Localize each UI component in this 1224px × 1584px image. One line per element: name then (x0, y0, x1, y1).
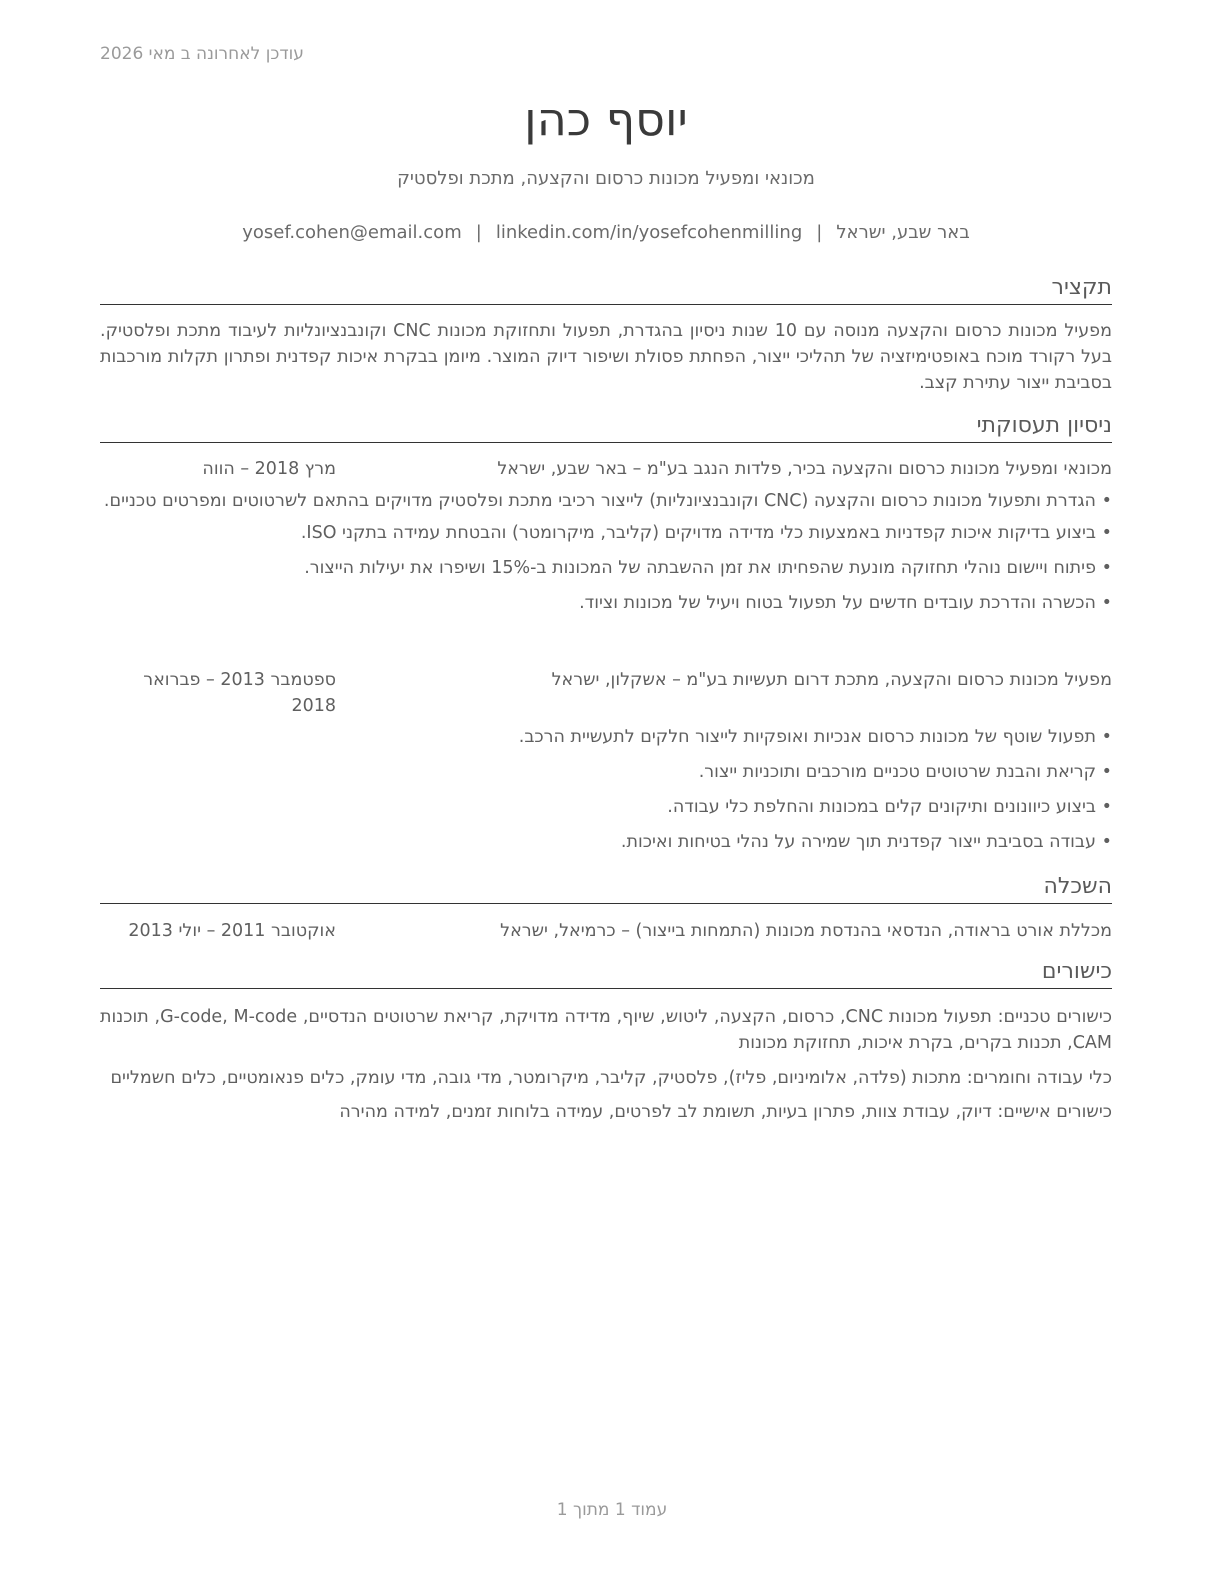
list-item: • ביצוע בדיקות איכות קפדניות באמצעות כלי מדידה מדויקים (קליבר, מיקרומטר) והבטחת עמידה בתקני ISO. (100, 520, 1112, 546)
last-updated: עודכן לאחרונה ב מאי 2026 (100, 44, 304, 64)
list-item: • הגדרת ותפעול מכונות כרסום והקצעה (CNC וקונבנציונליות) לייצור רכיבי מתכת ופלסטיק מדויקים בהתאם לשרטוטים ומפרטים טכניים. (100, 488, 1112, 514)
job-role: מכונאי ומפעיל מכונות כרסום והקצעה בכיר, פלדות הנגב בע"מ – באר שבע, ישראל (497, 459, 1112, 479)
contact-email[interactable]: yosef.cohen@email.com (242, 222, 462, 243)
page-number: עמוד 1 מתוך 1 (556, 1500, 668, 1520)
skills-personal: כישורים אישיים: דיוק, עבודת צוות, פתרון בעיות, תשומת לב לפרטים, עמידה בלוחות זמנים, למידה מהירה (339, 1102, 1112, 1122)
job-dates: מרץ 2018 – הווה (202, 459, 336, 479)
summary-text: מפעיל מכונות כרסום והקצעה מנוסה עם 10 שנות ניסיון בהגדרת, תפעול ותחזוקת מכונות CNC וקונבנציונליות לעיבוד מתכת ופלסטיק. בעל רקורד מוכח באופטימיזציה של תהליכי ייצור, הפחתת פסולת ושיפור דיוק המוצר. מיומן בבקרת איכות קפדנית ופתרון תקלות מורכבות בסביבת ייצור עתירת קצב. (100, 321, 1112, 393)
contact-linkedin[interactable]: linkedin.com/in/yosefcohenmilling (495, 222, 803, 243)
job-bullets (100, 488, 1112, 616)
list-item: • קריאת והבנת שרטוטים טכניים מורכבים ותוכניות ייצור. (100, 759, 1112, 785)
contact-line (100, 222, 1112, 243)
section-title-experience: ניסיון תעסוקתי (100, 412, 1112, 443)
contact-separator: | (816, 222, 823, 243)
job-role: מפעיל מכונות כרסום והקצעה, מתכת דרום תעשיות בע"מ – אשקלון, ישראל (551, 670, 1112, 690)
education-dates: אוקטובר 2011 – יולי 2013 (128, 921, 336, 941)
skills-technical: כישורים טכניים: תפעול מכונות CNC, כרסום, הקצעה, ליטוש, שיוף, מדידה מדויקת, קריאת שרטוטים הנדסיים, G-code, M-code, תוכנות CAM, תכנות בקרים, בקרת איכות, תחזוקת מכונות (100, 1007, 1112, 1053)
list-item: • הכשרה והדרכת עובדים חדשים על תפעול בטוח ויעיל של מכונות וציוד. (100, 590, 1112, 616)
candidate-name: יוסף כהן (524, 92, 688, 146)
list-item: • פיתוח ויישום נוהלי תחזוקה מונעת שהפחיתו את זמן ההשבתה של המכונות ב-15% ושיפרו את יעילות הייצור. (100, 555, 1112, 581)
section-title-skills: כישורים (100, 958, 1112, 989)
contact-separator: | (475, 222, 482, 243)
job-dates: ספטמבר 2013 – פברואר 2018 (143, 670, 336, 716)
education-institution: מכללת אורט בראודה, הנדסאי בהנדסת מכונות (התמחות בייצור) – כרמיאל, ישראל (500, 921, 1112, 941)
list-item: • תפעול שוטף של מכונות כרסום אנכיות ואופקיות לייצור חלקים לתעשיית הרכב. (100, 724, 1112, 750)
skills-tools: כלי עבודה וחומרים: מתכות (פלדה, אלומיניום, פליז), פלסטיק, קליבר, מיקרומטר, מדי גובה, מדי עומק, כלים פנאומטיים, כלים חשמליים (110, 1068, 1112, 1088)
list-item: • עבודה בסביבת ייצור קפדנית תוך שמירה על נהלי בטיחות ואיכות. (100, 829, 1112, 855)
section-title-education: השכלה (100, 873, 1112, 904)
contact-location: באר שבע, ישראל (836, 222, 970, 243)
list-item: • ביצוע כיוונונים ותיקונים קלים במכונות והחלפת כלי עבודה. (100, 794, 1112, 820)
job-bullets (100, 724, 1112, 855)
candidate-subtitle: מכונאי ומפעיל מכונות כרסום והקצעה, מתכת ופלסטיק (397, 168, 815, 189)
section-title-summary: תקציר (100, 274, 1112, 305)
